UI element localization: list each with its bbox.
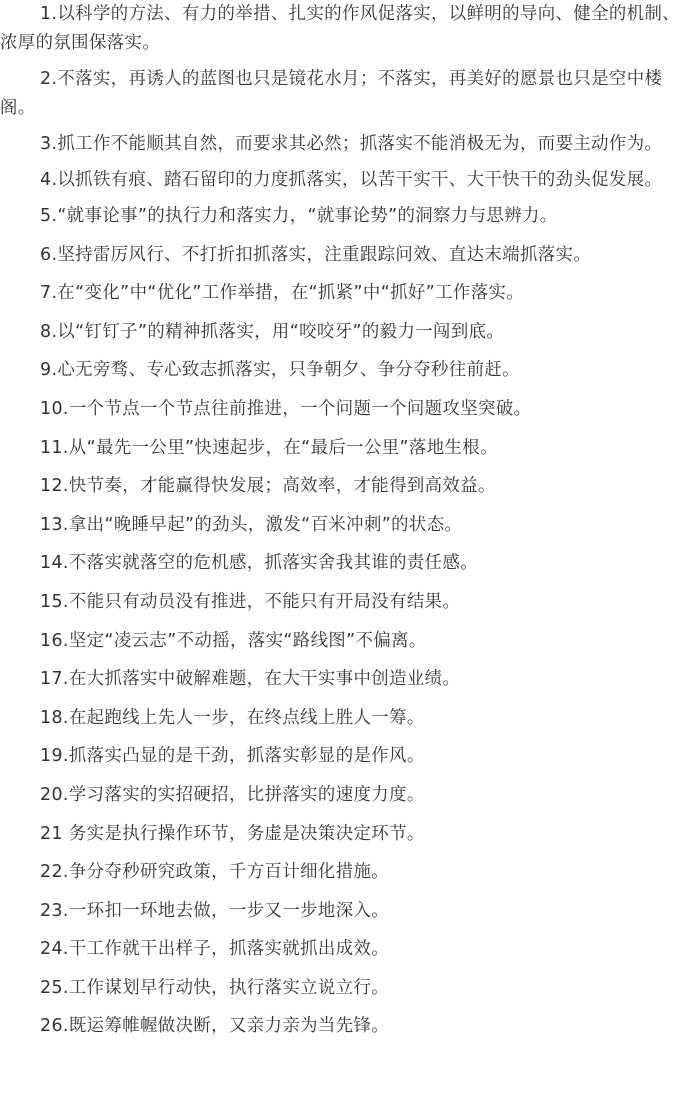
paragraph-11: 11.从“最先一公里”快速起步，在“最后一公里”落地生根。 [40,437,498,458]
paragraph-24: 24.干工作就干出样子，抓落实就抓出成效。 [40,939,390,960]
paragraph-8: 8.以“钉钉子”的精神抓落实，用“咬咬牙”的毅力一闯到底。 [40,321,505,342]
paragraph-20: 20.学习落实的实招硬招，比拼落实的速度力度。 [40,784,425,805]
paragraph-2: 2.不落实，再诱人的蓝图也只是镜花水月；不落实，再美好的愿景也只是空中楼阁。 [0,69,663,118]
paragraph-19: 19.抓落实凸显的是干劲，抓落实彰显的是作风。 [40,746,425,767]
paragraph-15: 15.不能只有动员没有推进，不能只有开局没有结果。 [40,591,461,612]
paragraph-5: 5.“就事论事”的执行力和落实力，“就事论势”的洞察力与思辨力。 [40,206,558,226]
paragraph-14: 14.不落实就落空的危机感，抓落实舍我其谁的责任感。 [40,553,479,574]
paragraph-21: 21 务实是执行操作环节，务虚是决策决定环节。 [40,823,425,844]
paragraph-3: 3.抓工作不能顺其自然，而要求其必然；抓落实不能消极无为，而要主动作为。 [40,134,663,154]
paragraph-26: 26.既运筹帷幄做决断，又亲力亲为当先锋。 [40,1016,390,1037]
paragraph-10: 10.一个节点一个节点往前推进，一个问题一个问题攻坚突破。 [40,398,532,419]
paragraph-16: 16.坚定“凌云志”不动摇，落实“路线图”不偏离。 [40,630,427,651]
paragraph-25: 25.工作谋划早行动快，执行落实立说立行。 [40,977,390,998]
paragraph-18: 18.在起跑线上先人一步，在终点线上胜人一筹。 [40,707,425,728]
paragraph-4: 4.以抓铁有痕、踏石留印的力度抓落实，以苦干实干、大干快干的劲头促发展。 [40,170,663,190]
paragraph-6: 6.坚持雷厉风行、不打折扣抓落实，注重跟踪问效、直达末端抓落实。 [40,244,592,265]
paragraph-1: 1.以科学的方法、有力的举措、扎实的作风促落实，以鲜明的导向、健全的机制、浓厚的氛围保落实。 [0,4,681,53]
paragraph-23: 23.一环扣一环地去做，一步又一步地深入。 [40,900,390,921]
paragraph-22: 22.争分夺秒研究政策，千方百计细化措施。 [40,862,390,883]
paragraph-9: 9.心无旁骛、专心致志抓落实，只争朝夕、争分夺秒往前赶。 [40,360,520,381]
paragraph-12: 12.快节奏，才能赢得快发展；高效率，才能得到高效益。 [40,476,496,497]
paragraph-7: 7.在“变化”中“优化”工作举措，在“抓紧”中“抓好”工作落实。 [40,283,525,304]
paragraph-13: 13.拿出“晚睡早起”的劲头，激发“百米冲刺”的状态。 [40,514,463,535]
paragraph-17: 17.在大抓落实中破解难题，在大干实事中创造业绩。 [40,669,461,690]
